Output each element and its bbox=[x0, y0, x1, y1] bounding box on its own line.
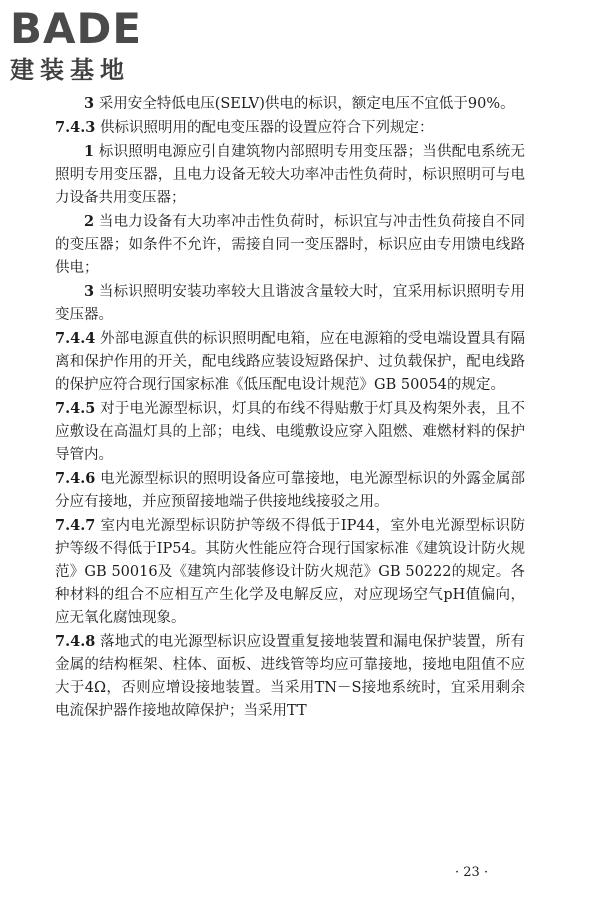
clause-number: 7.4.4 bbox=[55, 330, 96, 347]
item-number: 3 bbox=[84, 95, 95, 112]
item-number: 3 bbox=[84, 283, 95, 300]
paragraph-text: 供标识照明用的配电变压器的设置应符合下列规定： bbox=[99, 120, 434, 136]
clause-paragraph bbox=[55, 467, 525, 514]
paragraph-text: 当电力设备有大功率冲击性负荷时，标识宜与冲击性负荷接自不同的变压器；如条件不允许，需接自同一变压器时，标识应由专用馈电线路供电； bbox=[55, 214, 526, 276]
paragraph-text: 室内电光源型标识防护等级不得低于IP44，室外电光源型标识防护等级不得低于IP54。其防火性能应符合现行国家标准《建筑设计防火规范》GB 50016及《建筑内部装修设计防火规范》GB 50222的规定。各种材料的组合不应相互产生化学及电解反应，对应现场空气pH值偏向，应无氧化腐蚀现象。 bbox=[55, 518, 526, 626]
paragraph-text: 标识照明电源应引自建筑物内部照明专用变压器；当供配电系统无照明专用变压器，且电力设备无较大功率冲击性负荷时，标识照明可与电力设备共用变压器； bbox=[55, 144, 526, 206]
document-body bbox=[55, 92, 525, 723]
clause-paragraph bbox=[55, 116, 525, 140]
paragraph-text: 对于电光源型标识，灯具的布线不得贴敷于灯具及构架外表，且不应敷设在高温灯具的上部；电线、电缆敷设应穿入阻燃、难燃材料的保护导管内。 bbox=[55, 401, 525, 463]
item-paragraph bbox=[55, 92, 525, 116]
clause-paragraph bbox=[55, 630, 525, 723]
item-paragraph bbox=[55, 140, 525, 210]
clause-number: 7.4.5 bbox=[55, 400, 96, 417]
item-paragraph bbox=[55, 280, 525, 327]
paragraph-text: 外部电源直供的标识照明配电箱，应在电源箱的受电端设置具有隔离和保护作用的开关，配电线路应装设短路保护、过负载保护，配电线路的保护应符合现行国家标准《低压配电设计规范》GB 50054的规定。 bbox=[55, 331, 525, 393]
page-number: · 23 · bbox=[455, 865, 489, 880]
item-number: 1 bbox=[84, 143, 95, 160]
item-number: 2 bbox=[84, 213, 95, 230]
logo-wordmark: BADE bbox=[10, 4, 143, 53]
clause-paragraph bbox=[55, 397, 525, 467]
clause-number: 7.4.7 bbox=[55, 517, 96, 534]
clause-number: 7.4.6 bbox=[55, 470, 96, 487]
clause-number: 7.4.3 bbox=[55, 119, 96, 136]
paragraph-text: 采用安全特低电压(SELV)供电的标识，额定电压不宜低于90%。 bbox=[98, 96, 515, 112]
logo-subtitle: 建装基地 bbox=[10, 56, 130, 84]
paragraph-text: 当标识照明安装功率较大且谐波含量较大时，宜采用标识照明专用变压器。 bbox=[55, 284, 526, 323]
item-paragraph bbox=[55, 210, 525, 280]
bade-logo bbox=[10, 6, 180, 88]
paragraph-text: 电光源型标识的照明设备应可靠接地，电光源型标识的外露金属部分应有接地，并应预留接地端子供接地线接驳之用。 bbox=[55, 471, 525, 510]
clause-paragraph bbox=[55, 327, 525, 397]
clause-number: 7.4.8 bbox=[55, 633, 96, 650]
clause-paragraph bbox=[55, 514, 525, 630]
paragraph-text: 落地式的电光源型标识应设置重复接地装置和漏电保护装置，所有金属的结构框架、柱体、面板、进线管等均应可靠接地，接地电阻值不应大于4Ω，否则应增设接地装置。当采用TN－S接地系统时，宜采用剩余电流保护器作接地故障保护；当采用TT bbox=[55, 634, 525, 719]
